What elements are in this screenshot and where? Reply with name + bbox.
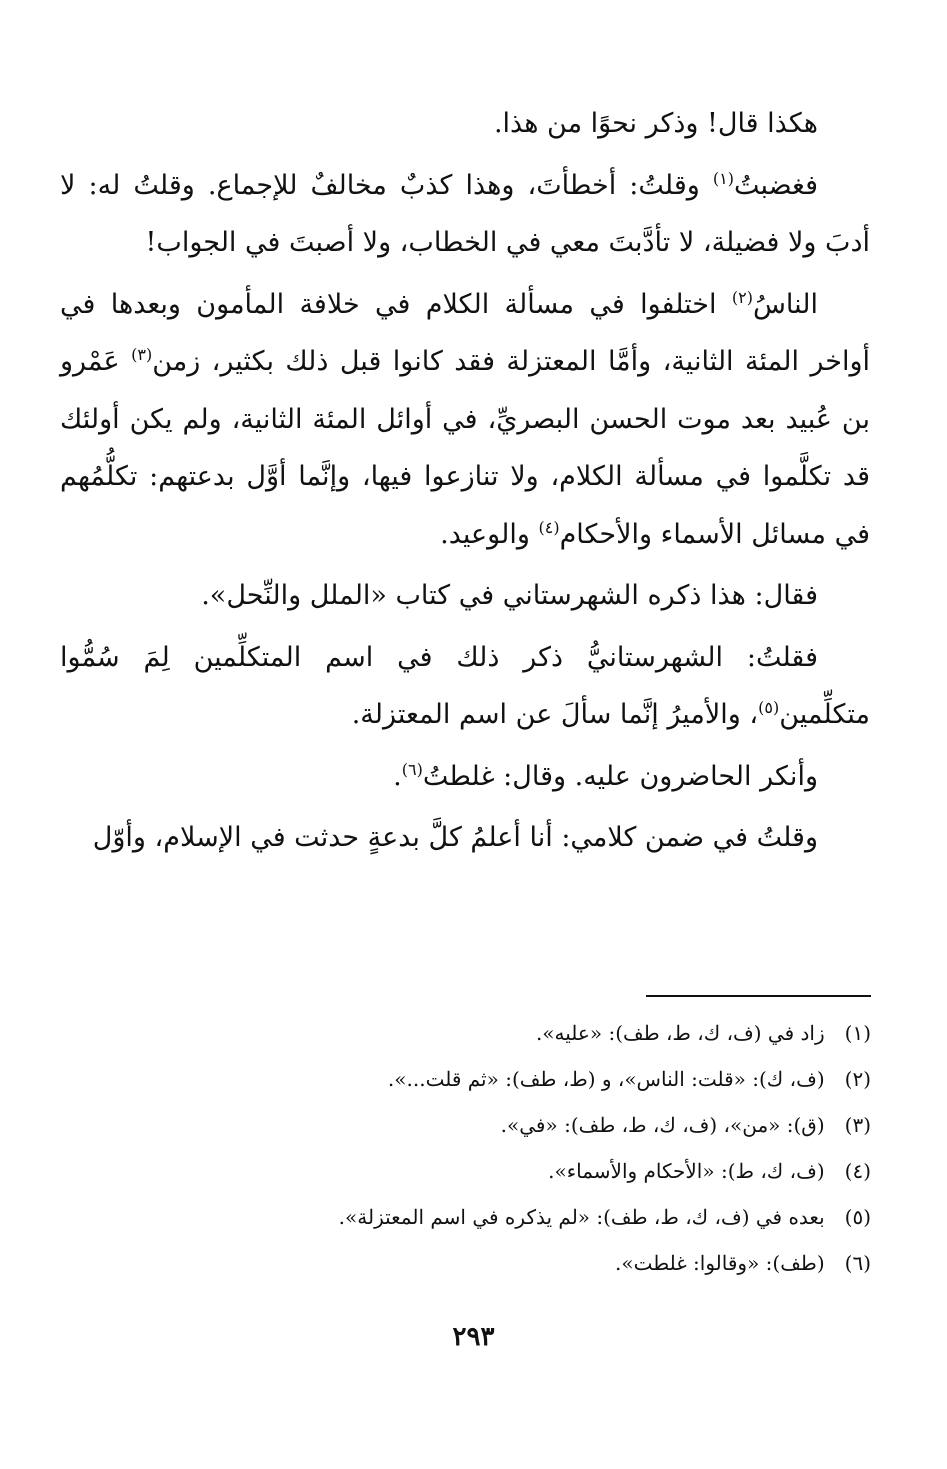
footnotes: [111, 1010, 871, 1286]
footnote-ref-2[interactable]: (٢): [731, 287, 753, 307]
paragraph-3-text-b: اختلفوا في مسألة الكلام في خلافة المأمون وبعدها في أواخر المئة الثانية، وأمَّا المعتزلة فقد كانوا قبل ذلك بكثير، زمن: [60, 288, 870, 377]
paragraph-2: [60, 157, 870, 272]
footnote-ref-1[interactable]: (١): [712, 168, 734, 188]
footnote-number: (٢): [844, 1067, 871, 1091]
paragraph-3-text-a: الناسُ: [752, 288, 818, 320]
footnote-text: زاد في (ف، ك، ط، طف): «عليه».: [535, 1021, 825, 1045]
paragraph-3-text-d: والوعيد.: [440, 518, 539, 550]
paragraph-5-text-b: ، والأميرُ إنَّما سألَ عن اسم المعتزلة.: [351, 699, 759, 730]
footnote-ref-3[interactable]: (٣): [131, 345, 153, 364]
footnote-number: (٦): [844, 1251, 871, 1275]
footnote-number: (٣): [844, 1113, 871, 1137]
paragraph-7: [60, 809, 870, 867]
footnote-separator: [646, 995, 871, 997]
footnote-text: (طف): «وقالوا: غلطت».: [614, 1251, 825, 1275]
paragraph-5: [60, 629, 870, 744]
footnote-text: بعده في (ف، ك، ط، طف): «لم يذكره في اسم المعتزلة».: [338, 1205, 825, 1229]
footnote-text: (ق): «من»، (ف، ك، ط، طف): «في».: [500, 1113, 825, 1137]
footnote-6: [111, 1240, 871, 1286]
footnote-number: (١): [844, 1021, 871, 1045]
paragraph-2-text-a: فغضبتُ: [733, 169, 818, 201]
footnote-3: [111, 1102, 871, 1148]
footnote-number: (٥): [844, 1205, 871, 1229]
footnote-text: (ف، ك، ط): «الأحكام والأسماء».: [548, 1159, 825, 1183]
paragraph-1: [60, 95, 870, 153]
paragraph-6-text-a: وأنكر الحاضرون عليه. وقال: غلطتُ: [422, 760, 818, 792]
paragraph-3-text-c: عَمْرو بن عُبيد بعد موت الحسن البصريِّ، في أوائل المئة الثانية، ولم يكن أولئك قد تكلَّموا في مسألة الكلام، ولا تنازعوا فيها، وإنَّما أوَّل بدعتهم: تكلُّمُهم في مسائل الأسماء والأحكام: [60, 346, 870, 550]
footnote-ref-6[interactable]: (٦): [401, 759, 423, 779]
footnote-number: (٤): [844, 1159, 871, 1183]
paragraph-7-text: وقلتُ في ضمن كلامي: أنا أعلمُ كلَّ بدعةٍ حدثت في الإسلام، وأوّل: [92, 822, 818, 853]
footnote-1: [111, 1010, 871, 1056]
paragraph-4-text: فقال: هذا ذكره الشهرستاني في كتاب «الملل والنِّحل».: [201, 580, 818, 611]
page-number: ٢٩٣: [452, 1322, 495, 1352]
footnote-text: (ف، ك): «قلت: الناس»، و (ط، طف): «ثم قلت...».: [387, 1067, 825, 1091]
paragraph-6-text-b: .: [393, 760, 402, 792]
paragraph-4: [60, 567, 870, 625]
footnote-ref-5[interactable]: (٥): [758, 698, 780, 717]
footnote-5: [111, 1194, 871, 1240]
footnote-2: [111, 1056, 871, 1102]
footnote-ref-4[interactable]: (٤): [538, 517, 560, 537]
paragraph-6: [60, 748, 870, 806]
paragraph-1-text: هكذا قال! وذكر نحوًا من هذا.: [493, 108, 818, 139]
footnote-4: [111, 1148, 871, 1194]
paragraph-5-text-a: فقلتُ: الشهرستانيُّ ذكر ذلك في اسم المتكلِّمين لِمَ سُمُّوا متكلِّمين: [60, 641, 870, 730]
paragraph-2-text-b: وقلتُ: أخطأتَ، وهذا كذبٌ مخالفٌ للإجماع. وقلتُ له: لا أدبَ ولا فضيلة، لا تأدَّبتَ معي في الخطاب، ولا أصبتَ في الجواب!: [60, 169, 870, 258]
paragraph-3: [60, 276, 870, 564]
main-text: [60, 95, 870, 871]
